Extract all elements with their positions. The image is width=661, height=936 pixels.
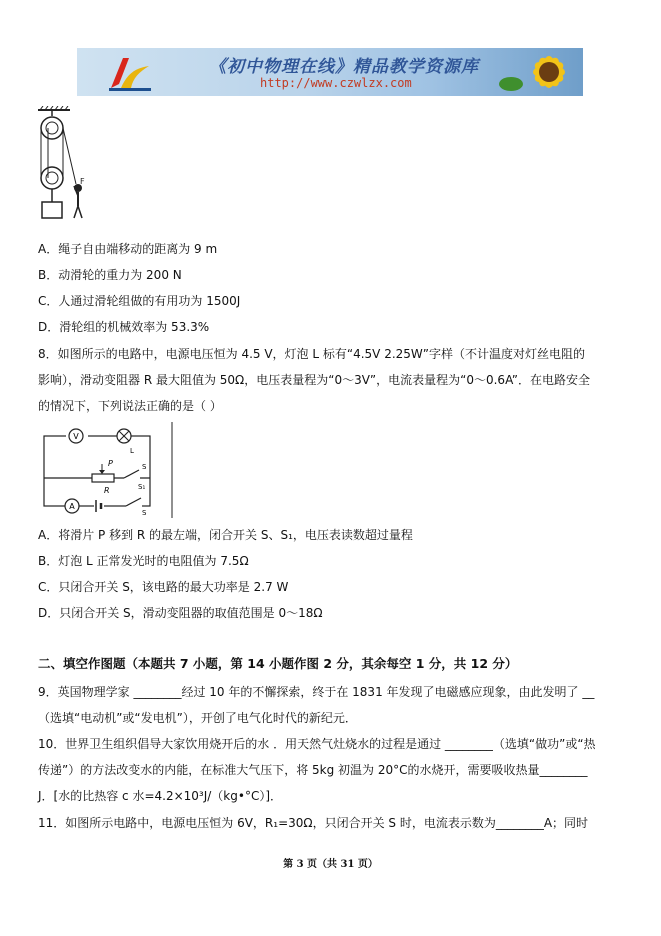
question-10-line-3: J．[水的比热容 c 水=4.2×10³J/（kg•°C）]． <box>38 789 283 803</box>
switch-s-bottom-label: S <box>142 509 147 517</box>
banner-url: http://www.czwlzx.com <box>260 76 412 90</box>
option-a-q7: A．绳子自由端移动的距离为 9 m <box>38 242 218 256</box>
pulley-figure <box>30 106 100 222</box>
question-10-line-2: 传递”）的方法改变水的内能，在标准大气压下，将 5kg 初温为 20°C的水烧开，需要吸收热量________ <box>38 763 588 777</box>
switch-s1-label: S₁ <box>138 483 146 491</box>
logo-icon <box>105 54 155 92</box>
option-b-q7: B．动滑轮的重力为 200 N <box>38 268 182 282</box>
sunflower-icon <box>497 48 583 96</box>
question-8-line-2: 影响），滑动变阻器 R 最大阻值为 50Ω，电压表量程为“0～3V”，电流表量程为“0～0.6A”．在电路安全 <box>38 373 591 387</box>
header-banner <box>77 48 583 96</box>
switch-s-label: S <box>142 463 147 471</box>
option-c-q7: C．人通过滑轮组做的有用功为 1500J <box>38 294 241 308</box>
option-c-q8: C．只闭合开关 S，该电路的最大功率是 2.7 W <box>38 580 289 594</box>
lamp-label: L <box>130 447 134 455</box>
force-label: F <box>80 177 85 186</box>
question-9-line-2: （选填“电动机”或“发电机”），开创了电气化时代的新纪元． <box>38 711 357 725</box>
question-11-line-1: 11．如图所示电路中，电源电压恒为 6V，R₁=30Ω，只闭合开关 S 时，电流表示数为________A；同时 <box>38 816 589 830</box>
page-footer: 第 3 页（共 31 页） <box>283 859 378 870</box>
resistor-label: R <box>104 486 110 495</box>
banner-title: 《初中物理在线》精品教学资源库 <box>209 57 479 77</box>
option-d-q7: D．滑轮组的机械效率为 53.3% <box>38 320 210 334</box>
option-b-q8: B．灯泡 L 正常发光时的电阻值为 7.5Ω <box>38 554 249 568</box>
voltmeter-label: V <box>73 432 79 441</box>
question-9-line-1: 9．英国物理学家 ________经过 10 年的不懈探索，终于在 1831 年发现了电磁感应现象，由此发明了 __ <box>38 685 595 699</box>
option-a-q8: A．将滑片 P 移到 R 的最左端，闭合开关 S、S₁，电压表读数超过量程 <box>38 528 413 542</box>
ammeter-label: A <box>69 502 75 511</box>
option-d-q8: D．只闭合开关 S，滑动变阻器的取值范围是 0～18Ω <box>38 606 323 620</box>
section-heading: 二、填空作图题（本题共 7 小题，第 14 小题作图 2 分，其余每空 1 分，共 12 分） <box>38 656 518 671</box>
slider-label: P <box>108 459 113 468</box>
question-10-line-1: 10．世界卫生组织倡导大家饮用烧开后的水 ．用天然气灶烧水的过程是通过 ________（选填“做功”或“热 <box>38 737 596 751</box>
circuit-figure <box>38 422 178 518</box>
question-8-line-1: 8．如图所示的电路中，电源电压恒为 4.5 V，灯泡 L 标有“4.5V 2.25W”字样（不计温度对灯丝电阻的 <box>38 347 585 361</box>
question-8-line-3: 的情况下，下列说法正确的是（ ） <box>38 399 222 413</box>
